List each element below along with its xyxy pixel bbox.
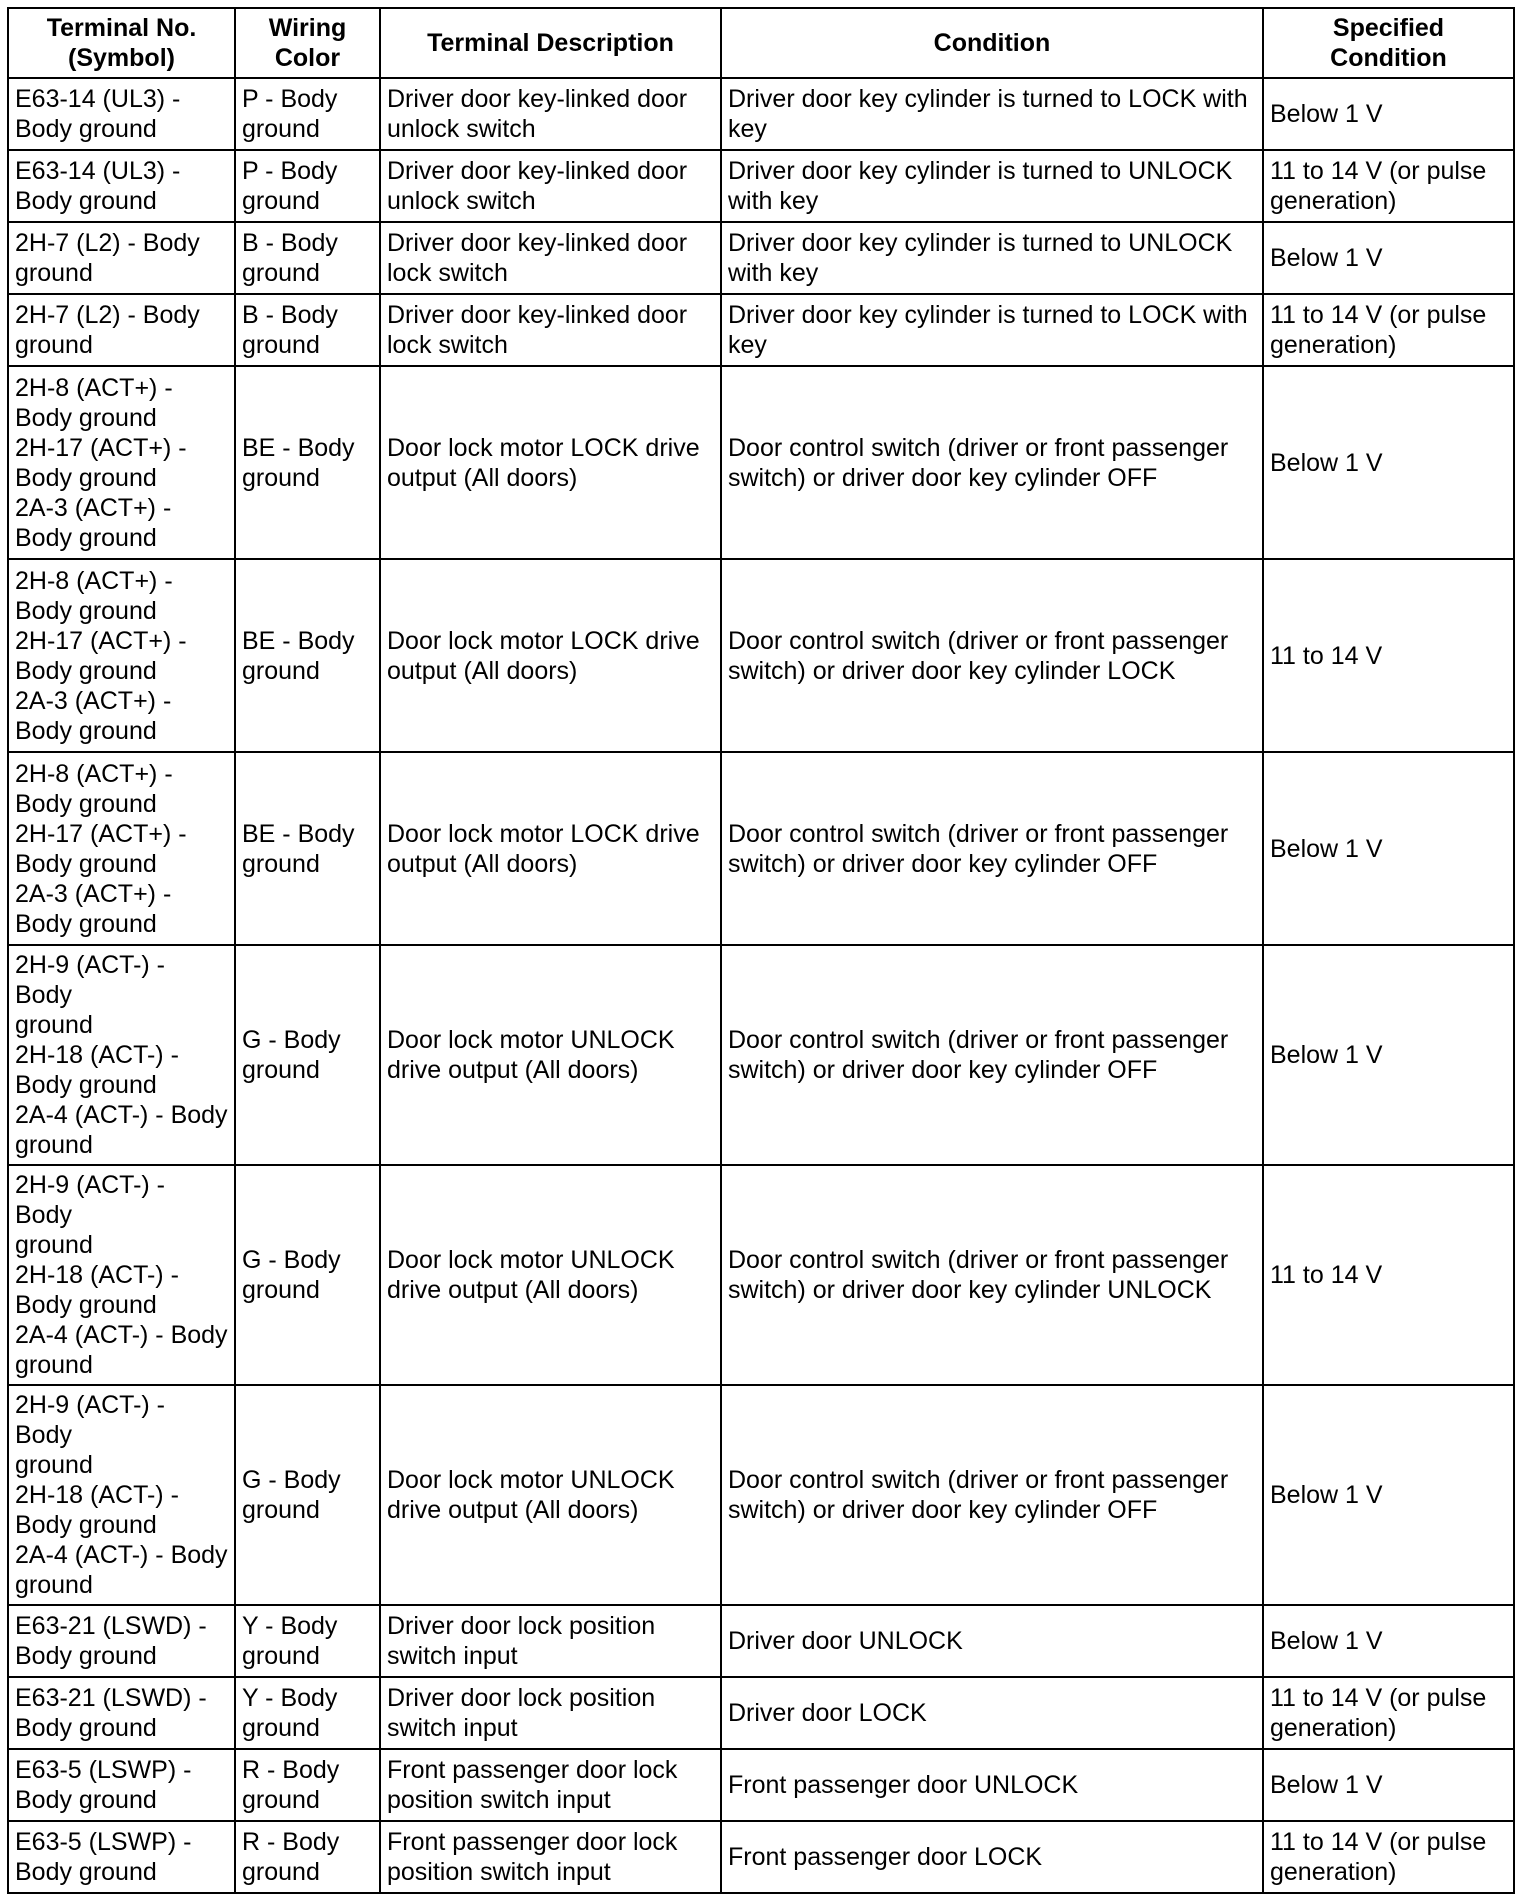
condition-cell: Door control switch (driver or front passenger switch) or driver door key cylinder OFF bbox=[721, 752, 1263, 945]
specified-condition-cell: Below 1 V bbox=[1263, 1605, 1514, 1677]
condition-cell: Door control switch (driver or front passenger switch) or driver door key cylinder OFF bbox=[721, 1385, 1263, 1605]
condition-cell: Door control switch (driver or front passenger switch) or driver door key cylinder OFF bbox=[721, 366, 1263, 559]
description-cell: Door lock motor LOCK drive output (All doors) bbox=[380, 366, 721, 559]
terminal-cell: E63-5 (LSWP) - Body ground bbox=[8, 1821, 235, 1893]
description-cell: Driver door lock position switch input bbox=[380, 1677, 721, 1749]
condition-cell: Door control switch (driver or front passenger switch) or driver door key cylinder LOCK bbox=[721, 559, 1263, 752]
terminal-cell: 2H-9 (ACT-) - Body ground 2H-18 (ACT-) - Body ground 2A-4 (ACT-) - Body ground bbox=[8, 1385, 235, 1605]
description-cell: Door lock motor LOCK drive output (All doors) bbox=[380, 752, 721, 945]
table-row bbox=[8, 1821, 1514, 1893]
specified-condition-cell: Below 1 V bbox=[1263, 1385, 1514, 1605]
description-cell: Front passenger door lock position switch input bbox=[380, 1821, 721, 1893]
wiring-color-cell: P - Body ground bbox=[235, 150, 380, 222]
specified-condition-cell: Below 1 V bbox=[1263, 366, 1514, 559]
terminal-cell: E63-14 (UL3) - Body ground bbox=[8, 78, 235, 150]
terminal-spec-table bbox=[7, 7, 1515, 1894]
table-row bbox=[8, 1677, 1514, 1749]
wiring-color-cell: Y - Body ground bbox=[235, 1677, 380, 1749]
wiring-color-cell: G - Body ground bbox=[235, 1165, 380, 1385]
specified-condition-cell: Below 1 V bbox=[1263, 222, 1514, 294]
terminal-cell: 2H-8 (ACT+) - Body ground 2H-17 (ACT+) - Body ground 2A-3 (ACT+) - Body ground bbox=[8, 752, 235, 945]
table-row bbox=[8, 78, 1514, 150]
wiring-color-cell: BE - Body ground bbox=[235, 559, 380, 752]
description-cell: Front passenger door lock position switch input bbox=[380, 1749, 721, 1821]
header-row bbox=[8, 8, 1514, 78]
description-cell: Door lock motor UNLOCK drive output (All doors) bbox=[380, 945, 721, 1165]
condition-cell: Front passenger door UNLOCK bbox=[721, 1749, 1263, 1821]
terminal-cell: E63-14 (UL3) - Body ground bbox=[8, 150, 235, 222]
terminal-cell: 2H-7 (L2) - Body ground bbox=[8, 294, 235, 366]
condition-cell: Driver door key cylinder is turned to LOCK with key bbox=[721, 78, 1263, 150]
header-condition: Condition bbox=[721, 8, 1263, 78]
wiring-color-cell: Y - Body ground bbox=[235, 1605, 380, 1677]
specified-condition-cell: 11 to 14 V (or pulse generation) bbox=[1263, 1677, 1514, 1749]
header-terminal-description: Terminal Description bbox=[380, 8, 721, 78]
description-cell: Driver door key-linked door lock switch bbox=[380, 294, 721, 366]
spec-sheet bbox=[7, 7, 1513, 1894]
specified-condition-cell: Below 1 V bbox=[1263, 752, 1514, 945]
wiring-color-cell: G - Body ground bbox=[235, 1385, 380, 1605]
specified-condition-cell: 11 to 14 V (or pulse generation) bbox=[1263, 294, 1514, 366]
table-row bbox=[8, 1605, 1514, 1677]
specified-condition-cell: 11 to 14 V bbox=[1263, 559, 1514, 752]
terminal-cell: 2H-8 (ACT+) - Body ground 2H-17 (ACT+) - Body ground 2A-3 (ACT+) - Body ground bbox=[8, 559, 235, 752]
condition-cell: Front passenger door LOCK bbox=[721, 1821, 1263, 1893]
specified-condition-cell: 11 to 14 V (or pulse generation) bbox=[1263, 150, 1514, 222]
description-cell: Driver door key-linked door lock switch bbox=[380, 222, 721, 294]
description-cell: Door lock motor UNLOCK drive output (All doors) bbox=[380, 1165, 721, 1385]
table-row bbox=[8, 752, 1514, 945]
table-row bbox=[8, 559, 1514, 752]
condition-cell: Door control switch (driver or front passenger switch) or driver door key cylinder OFF bbox=[721, 945, 1263, 1165]
condition-cell: Driver door key cylinder is turned to UNLOCK with key bbox=[721, 222, 1263, 294]
wiring-color-cell: B - Body ground bbox=[235, 222, 380, 294]
terminal-cell: 2H-9 (ACT-) - Body ground 2H-18 (ACT-) - Body ground 2A-4 (ACT-) - Body ground bbox=[8, 1165, 235, 1385]
description-cell: Driver door key-linked door unlock switch bbox=[380, 150, 721, 222]
description-cell: Driver door lock position switch input bbox=[380, 1605, 721, 1677]
terminal-cell: E63-5 (LSWP) - Body ground bbox=[8, 1749, 235, 1821]
table-row bbox=[8, 945, 1514, 1165]
table-row bbox=[8, 294, 1514, 366]
table-row bbox=[8, 1165, 1514, 1385]
wiring-color-cell: P - Body ground bbox=[235, 78, 380, 150]
wiring-color-cell: R - Body ground bbox=[235, 1821, 380, 1893]
terminal-cell: 2H-9 (ACT-) - Body ground 2H-18 (ACT-) - Body ground 2A-4 (ACT-) - Body ground bbox=[8, 945, 235, 1165]
condition-cell: Driver door UNLOCK bbox=[721, 1605, 1263, 1677]
wiring-color-cell: BE - Body ground bbox=[235, 752, 380, 945]
header-terminal: Terminal No. (Symbol) bbox=[8, 8, 235, 78]
condition-cell: Driver door LOCK bbox=[721, 1677, 1263, 1749]
wiring-color-cell: B - Body ground bbox=[235, 294, 380, 366]
terminal-cell: 2H-7 (L2) - Body ground bbox=[8, 222, 235, 294]
header-wiring-color: Wiring Color bbox=[235, 8, 380, 78]
specified-condition-cell: Below 1 V bbox=[1263, 1749, 1514, 1821]
header-specified-condition: Specified Condition bbox=[1263, 8, 1514, 78]
wiring-color-cell: R - Body ground bbox=[235, 1749, 380, 1821]
table-row bbox=[8, 1749, 1514, 1821]
condition-cell: Door control switch (driver or front passenger switch) or driver door key cylinder UNLOCK bbox=[721, 1165, 1263, 1385]
table-row bbox=[8, 1385, 1514, 1605]
terminal-cell: 2H-8 (ACT+) - Body ground 2H-17 (ACT+) - Body ground 2A-3 (ACT+) - Body ground bbox=[8, 366, 235, 559]
description-cell: Driver door key-linked door unlock switch bbox=[380, 78, 721, 150]
wiring-color-cell: G - Body ground bbox=[235, 945, 380, 1165]
terminal-cell: E63-21 (LSWD) - Body ground bbox=[8, 1677, 235, 1749]
terminal-cell: E63-21 (LSWD) - Body ground bbox=[8, 1605, 235, 1677]
condition-cell: Driver door key cylinder is turned to UNLOCK with key bbox=[721, 150, 1263, 222]
wiring-color-cell: BE - Body ground bbox=[235, 366, 380, 559]
specified-condition-cell: Below 1 V bbox=[1263, 78, 1514, 150]
table-row bbox=[8, 150, 1514, 222]
description-cell: Door lock motor UNLOCK drive output (All doors) bbox=[380, 1385, 721, 1605]
description-cell: Door lock motor LOCK drive output (All doors) bbox=[380, 559, 721, 752]
specified-condition-cell: Below 1 V bbox=[1263, 945, 1514, 1165]
specified-condition-cell: 11 to 14 V (or pulse generation) bbox=[1263, 1821, 1514, 1893]
condition-cell: Driver door key cylinder is turned to LOCK with key bbox=[721, 294, 1263, 366]
table-row bbox=[8, 366, 1514, 559]
table-row bbox=[8, 222, 1514, 294]
specified-condition-cell: 11 to 14 V bbox=[1263, 1165, 1514, 1385]
